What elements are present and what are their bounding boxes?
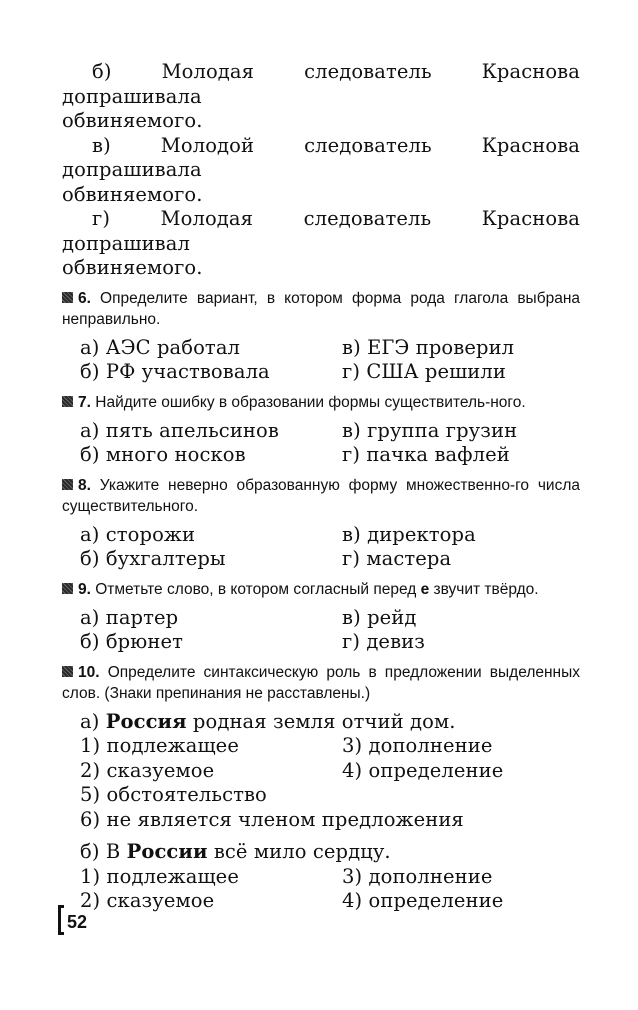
page-content <box>62 60 580 916</box>
sentence-a <box>62 710 580 735</box>
page-bracket-icon <box>58 905 64 935</box>
option-5: 5) обстоятельство <box>80 783 267 806</box>
option-v: в) директора <box>342 522 476 546</box>
option-3: 3) дополнение <box>342 864 493 888</box>
question-8-options <box>62 523 580 572</box>
option-4: 4) определение <box>342 889 504 912</box>
question-8 <box>62 475 580 517</box>
sentence-prefix: б) В <box>80 840 127 863</box>
question-7-options <box>62 419 580 468</box>
question-10-part-a <box>62 710 580 833</box>
sentence-b <box>62 840 580 865</box>
question-7 <box>62 392 580 413</box>
question-marker-icon <box>62 396 73 407</box>
option-v: в) рейд <box>342 605 417 629</box>
option-v-line <box>62 134 580 183</box>
continuation-options <box>62 60 580 281</box>
option-g: г) пачка вафлей <box>342 443 510 466</box>
highlighted-word: Россия <box>105 709 187 733</box>
option-a: а) АЭС работал <box>80 335 241 359</box>
highlighted-word: России <box>126 840 208 863</box>
option-2: 2) сказуемое <box>80 889 215 912</box>
question-marker-icon <box>62 583 73 594</box>
option-a: а) пять апельсинов <box>80 418 279 442</box>
option-1: 1) подлежащее <box>80 864 239 888</box>
question-number: 10. <box>78 663 100 681</box>
option-4: 4) определение <box>342 758 504 782</box>
question-6-options <box>62 336 580 385</box>
sentence-prefix: а) <box>80 709 106 733</box>
option-a: а) сторожи <box>80 522 196 546</box>
question-text: Определите синтаксическую роль в предложении выделенных слов. (Знаки препинания не расставлены.) <box>62 663 580 702</box>
option-g: г) мастера <box>342 547 452 570</box>
page-footer <box>58 905 87 935</box>
option-b: б) много носков <box>80 443 246 466</box>
highlighted-letter: е <box>420 580 430 598</box>
question-10-part-b <box>62 840 580 914</box>
question-marker-icon <box>62 479 73 490</box>
option-g: г) США решили <box>342 360 506 383</box>
option-v: в) ЕГЭ проверил <box>342 335 515 359</box>
option-g-line <box>62 207 580 256</box>
sentence-rest: родная земля отчий дом. <box>186 709 456 733</box>
sentence-rest: всё мило сердцу. <box>207 840 391 863</box>
question-number: 8. <box>78 476 91 494</box>
option-b: б) бухгалтеры <box>80 547 226 570</box>
option-text: в) Молодой следователь Краснова допрашивала <box>62 133 580 181</box>
page-number: 52 <box>67 911 88 932</box>
option-text: г) Молодая следователь Краснова допрашивал <box>62 207 580 255</box>
option-text: б) Молодая следователь Краснова допрашивала <box>62 60 580 108</box>
question-9-options <box>62 606 580 655</box>
question-9 <box>62 579 580 600</box>
option-3: 3) дополнение <box>342 734 493 757</box>
question-text: Отметьте слово, в котором согласный перед <box>95 580 421 598</box>
question-text: Найдите ошибку в образовании формы существитель-ного. <box>95 393 526 411</box>
option-a: а) партер <box>80 605 179 629</box>
question-6 <box>62 288 580 330</box>
option-b: б) РФ участвовала <box>80 360 270 383</box>
question-number: 7. <box>78 393 91 411</box>
question-number: 9. <box>78 580 91 598</box>
option-6: 6) не является членом предложения <box>80 807 464 831</box>
question-marker-icon <box>62 292 73 303</box>
option-text-cont: обвиняемого. <box>62 256 203 279</box>
option-2: 2) сказуемое <box>80 758 215 782</box>
question-number: 6. <box>78 289 91 307</box>
option-b-line <box>62 60 580 109</box>
question-text-end: звучит твёрдо. <box>429 580 539 598</box>
question-text: Укажите неверно образованную форму множественно-го числа существительного. <box>62 476 580 515</box>
question-10 <box>62 662 580 704</box>
option-v: в) группа грузин <box>342 418 518 442</box>
option-g: г) девиз <box>342 630 425 653</box>
question-marker-icon <box>62 666 73 677</box>
option-b: б) брюнет <box>80 630 183 653</box>
question-text: Определите вариант, в котором форма рода глагола выбрана неправильно. <box>62 289 580 328</box>
option-text-cont: обвиняемого. <box>62 182 203 206</box>
option-1: 1) подлежащее <box>80 734 239 757</box>
option-text-cont: обвиняемого. <box>62 109 203 132</box>
